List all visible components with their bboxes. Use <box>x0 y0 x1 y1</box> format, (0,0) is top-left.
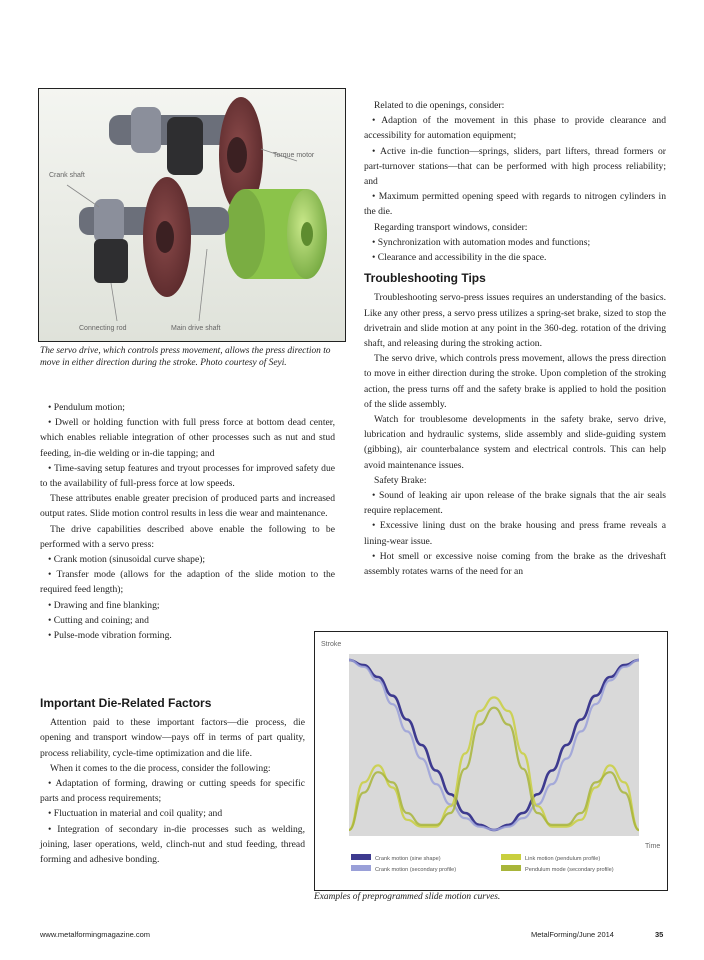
legend-swatch-2 <box>501 854 521 860</box>
paragraph: When it comes to the die process, consider the following: <box>50 762 271 774</box>
press-drive-figure <box>38 88 346 342</box>
paragraph: Watch for troublesome developments in the safety brake, servo drive, lubrication and hydraulic systems, slide assembly and slide-guiding system (gibbing), air counterbalance system and electrical controls. This can help avoid maintenance issues. <box>364 414 666 471</box>
die-openings-list <box>364 98 666 265</box>
bullet-item: • Crank motion (sinusoidal curve shape); <box>40 552 335 567</box>
legend-label-0: Crank motion (sine shape) <box>375 856 441 862</box>
figure1-caption: The servo drive, which controls press movement, allows the press direction to move in either direction during the stroke. Photo courtesy of Seyi. <box>40 346 331 368</box>
bullet-item: • Pendulum motion; <box>40 400 335 415</box>
paragraph: Related to die openings, consider: <box>374 100 505 111</box>
bullet-item: • Hot smell or excessive noise coming from the brake as the driveshaft assembly rotates warns of the need for an <box>364 549 666 579</box>
label-crank-shaft: Crank shaft <box>49 172 85 179</box>
label-main-drive-shaft: Main drive shaft <box>171 325 221 332</box>
paragraph: Troubleshooting servo-press issues requires an understanding of the basics. Like any other press, a servo press utilizes a spring-set brake, sized to stop the drivetrain and slide motion at any point in the 360-deg. rotation of the driving shaft, and releasing during the stroking action. <box>364 292 666 350</box>
footer-website[interactable]: www.metalformingmagazine.com <box>40 930 151 939</box>
left-column-upper <box>40 400 335 643</box>
chart-svg <box>315 632 667 890</box>
paragraph: Regarding transport windows, consider: <box>374 221 528 233</box>
die-factors-body <box>40 715 305 867</box>
bullet-item: • Active in-die function—springs, sliders, part lifters, thread formers or part-turnover stations—that can be performed with high process reliability; and <box>364 144 666 190</box>
figure2-caption: Examples of preprogrammed slide motion curves. <box>314 892 501 902</box>
heading-die-related-factors: Important Die-Related Factors <box>40 696 212 710</box>
page-number: 35 <box>655 930 664 939</box>
heading-troubleshooting-tips: Troubleshooting Tips <box>364 271 486 286</box>
x-axis-label: Time <box>645 843 661 850</box>
bullet-item: • Synchronization with automation modes and functions; <box>364 235 666 250</box>
plot-area <box>349 654 639 836</box>
left-column-lower <box>40 690 305 867</box>
y-axis-label: Stroke <box>321 641 342 648</box>
paragraph: The drive capabilities described above enable the following to be performed with a servo press: <box>40 523 335 550</box>
bullet-item: • Maximum permitted opening speed with regards to nitrogen cylinders in the die. <box>364 189 666 219</box>
bullet-item: • Cutting and coining; and <box>40 613 335 628</box>
bullet-item: • Adaptation of forming, drawing or cutting speeds for specific parts and process requirements; <box>40 776 305 806</box>
bullet-item: • Fluctuation in material and coil quality; and <box>40 806 305 821</box>
right-column <box>364 98 666 579</box>
bullet-item: • Integration of secondary in-die processes such as welding, joining, laser operations, weld, clinch-nut and stud feeding, thread forming and adhesive bonding. <box>40 822 305 868</box>
label-connecting-rod: Connecting rod <box>79 325 127 332</box>
slide-motion-chart <box>314 631 668 891</box>
label-torque-motor: Torque motor <box>273 152 315 159</box>
paragraph: Safety Brake: <box>374 474 427 486</box>
troubleshooting-body <box>364 290 666 579</box>
legend-swatch-3 <box>501 865 521 871</box>
press-drive-illustration <box>39 89 345 341</box>
footer-issue: MetalForming/June 2014 <box>531 930 614 939</box>
bullet-item: • Clearance and accessibility in the die space. <box>364 250 666 265</box>
bullet-item: • Adaption of the movement in this phase to provide clearance and accessibility for automation equipment; <box>364 113 666 143</box>
legend-label-3: Pendulum mode (secondary profile) <box>525 867 614 873</box>
legend-label-2: Link motion (pendulum profile) <box>525 856 601 862</box>
bullet-item: • Drawing and fine blanking; <box>40 598 335 613</box>
legend-label-1: Crank motion (secondary profile) <box>375 867 457 873</box>
bullet-item: • Excessive lining dust on the brake housing and press frame reveals a lining-wear issue. <box>364 518 666 548</box>
paragraph: These attributes enable greater precision of produced parts and increased output rates. Slide motion control results in less die wear and maintenance. <box>40 493 335 520</box>
paragraph: The servo drive, which controls press movement, allows the press direction to move in either direction during the stroke. Upon completion of the stroking action, the press turns off and the safety brake is applied to hold the position of the slide assembly. <box>364 353 666 410</box>
paragraph: Attention paid to these important factors—die process, die opening and transport window—pays off in terms of part quality, process reliability, cycle-time optimization and die life. <box>40 717 305 759</box>
bullet-item: • Pulse-mode vibration forming. <box>40 628 335 643</box>
bullet-item: • Sound of leaking air upon release of the brake signals that the air seals require replacement. <box>364 488 666 518</box>
bullet-item: • Dwell or holding function with full press force at bottom dead center, which enables reliable integration of other processes such as nut and stud feeding, in-die welding or in-die tapping; and <box>40 415 335 461</box>
bullet-item: • Transfer mode (allows for the adaption of the slide motion to the required feed length); <box>40 567 335 597</box>
legend-swatch-1 <box>351 865 371 871</box>
bullet-item: • Time-saving setup features and tryout processes for improved safety due to the availability of full-press force at low speeds. <box>40 461 335 491</box>
legend-swatch-0 <box>351 854 371 860</box>
